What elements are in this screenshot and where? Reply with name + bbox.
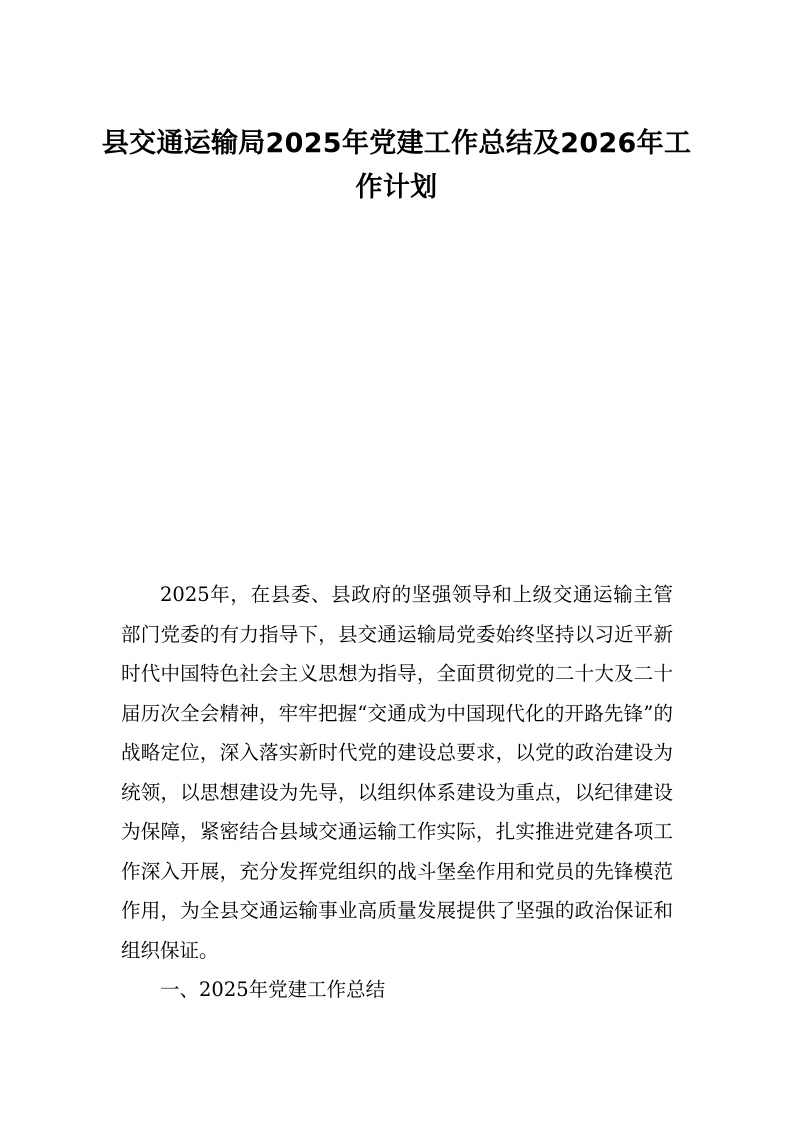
document-title: 县交通运输局2025年党建工作总结及2026年工作计划: [101, 128, 692, 203]
section-heading: 一、2025年党建工作总结: [160, 978, 386, 1001]
intro-paragraph: 2025年，在县委、县政府的坚强领导和上级交通运输主管部门党委的有力指导下，县交通运输局党委始终坚持以习近平新时代中国特色社会主义思想为指导，全面贯彻党的二十大及二十届历次全会精神，牢牢把握“交通成为中国现代化的开路先锋”的战略定位，深入落实新时代党的建设总要求，以党的政治建设为统领，以思想建设为先导，以组织体系建设为重点，以纪律建设为保障，紧密结合县域交通运输工作实际，扎实推进党建各项工作深入开展，充分发挥党组织的战斗堡垒作用和党员的先锋模范作用，为全县交通运输事业高质量发展提供了坚强的政治保证和组织保证。: [121, 583, 673, 962]
document-body: [121, 575, 673, 1010]
